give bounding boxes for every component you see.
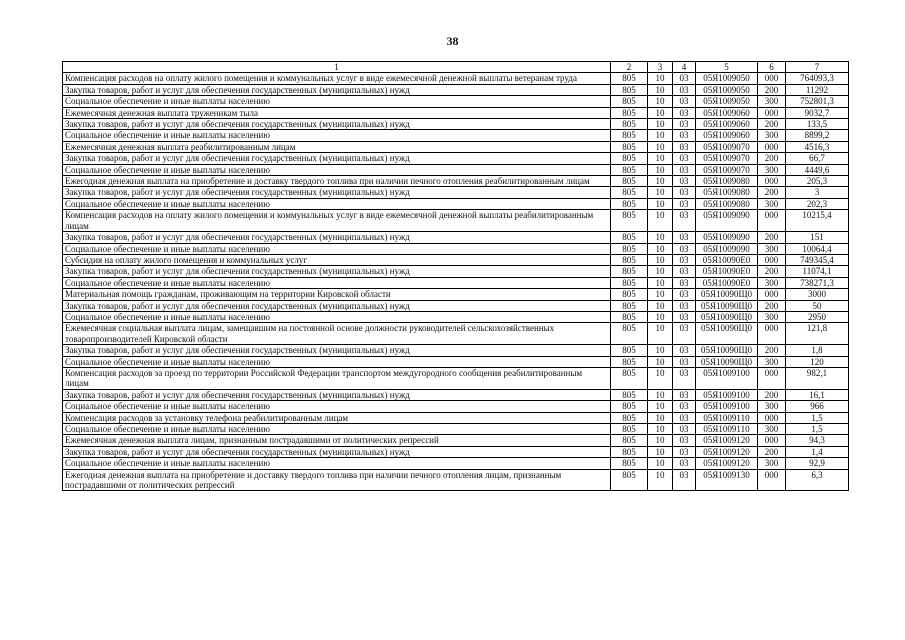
ministry-code-cell: 805 bbox=[611, 401, 648, 412]
table-row bbox=[63, 458, 849, 469]
expense-name-cell: Закупка товаров, работ и услуг для обеспечения государственных (муниципальных) нужд bbox=[63, 300, 611, 311]
expense-type-cell: 300 bbox=[758, 458, 786, 469]
subsection-code-cell: 03 bbox=[673, 412, 696, 423]
amount-cell: 9032,7 bbox=[786, 107, 849, 118]
expense-type-cell: 200 bbox=[758, 232, 786, 243]
subsection-code-cell: 03 bbox=[673, 187, 696, 198]
target-article-cell: 05Я10090Щ0 bbox=[696, 289, 758, 300]
subsection-code-cell: 03 bbox=[673, 446, 696, 457]
section-code-cell: 10 bbox=[648, 73, 673, 84]
section-code-cell: 10 bbox=[648, 345, 673, 356]
amount-cell: 764093,3 bbox=[786, 73, 849, 84]
expense-name-cell: Социальное обеспечение и иные выплаты населению bbox=[63, 243, 611, 254]
amount-cell: 3 bbox=[786, 187, 849, 198]
expense-name-cell: Закупка товаров, работ и услуг для обеспечения государственных (муниципальных) нужд bbox=[63, 187, 611, 198]
amount-cell: 11292 bbox=[786, 84, 849, 95]
target-article-cell: 05Я1009090 bbox=[696, 232, 758, 243]
table-row bbox=[63, 130, 849, 141]
subsection-code-cell: 03 bbox=[673, 300, 696, 311]
target-article-cell: 05Я1009060 bbox=[696, 130, 758, 141]
ministry-code-cell: 805 bbox=[611, 73, 648, 84]
target-article-cell: 05Я1009090 bbox=[696, 243, 758, 254]
table-row bbox=[63, 119, 849, 130]
ministry-code-cell: 805 bbox=[611, 130, 648, 141]
expense-name-cell: Закупка товаров, работ и услуг для обеспечения государственных (муниципальных) нужд bbox=[63, 119, 611, 130]
section-code-cell: 10 bbox=[648, 311, 673, 322]
table-row bbox=[63, 176, 849, 187]
subsection-code-cell: 03 bbox=[673, 356, 696, 367]
expense-name-cell: Компенсация расходов за установку телефона реабилитированным лицам bbox=[63, 412, 611, 423]
ministry-code-cell: 805 bbox=[611, 187, 648, 198]
subsection-code-cell: 03 bbox=[673, 198, 696, 209]
table-row bbox=[63, 243, 849, 254]
target-article-cell: 05Я1009080 bbox=[696, 198, 758, 209]
ministry-code-cell: 805 bbox=[611, 323, 648, 345]
expense-type-cell: 300 bbox=[758, 198, 786, 209]
table-row bbox=[63, 356, 849, 367]
target-article-cell: 05Я1009060 bbox=[696, 119, 758, 130]
subsection-code-cell: 03 bbox=[673, 289, 696, 300]
section-code-cell: 10 bbox=[648, 356, 673, 367]
expense-type-cell: 000 bbox=[758, 323, 786, 345]
subsection-code-cell: 03 bbox=[673, 164, 696, 175]
target-article-cell: 05Я1009050 bbox=[696, 96, 758, 107]
target-article-cell: 05Я1009110 bbox=[696, 412, 758, 423]
table-row bbox=[63, 323, 849, 345]
amount-cell: 133,5 bbox=[786, 119, 849, 130]
target-article-cell: 05Я1009100 bbox=[696, 401, 758, 412]
subsection-code-cell: 03 bbox=[673, 153, 696, 164]
expense-name-cell: Закупка товаров, работ и услуг для обеспечения государственных (муниципальных) нужд bbox=[63, 84, 611, 95]
target-article-cell: 05Я1009100 bbox=[696, 389, 758, 400]
ministry-code-cell: 805 bbox=[611, 412, 648, 423]
expense-type-cell: 200 bbox=[758, 266, 786, 277]
amount-cell: 202,3 bbox=[786, 198, 849, 209]
table-row bbox=[63, 300, 849, 311]
ministry-code-cell: 805 bbox=[611, 367, 648, 389]
expense-type-cell: 000 bbox=[758, 210, 786, 232]
header-cell-5: 5 bbox=[696, 62, 758, 73]
ministry-code-cell: 805 bbox=[611, 300, 648, 311]
section-code-cell: 10 bbox=[648, 412, 673, 423]
page-number: 38 bbox=[446, 34, 459, 48]
section-code-cell: 10 bbox=[648, 164, 673, 175]
expense-type-cell: 000 bbox=[758, 435, 786, 446]
subsection-code-cell: 03 bbox=[673, 73, 696, 84]
subsection-code-cell: 03 bbox=[673, 458, 696, 469]
expense-type-cell: 300 bbox=[758, 424, 786, 435]
expense-type-cell: 200 bbox=[758, 84, 786, 95]
table-row bbox=[63, 232, 849, 243]
expense-name-cell: Закупка товаров, работ и услуг для обеспечения государственных (муниципальных) нужд bbox=[63, 389, 611, 400]
expense-name-cell: Закупка товаров, работ и услуг для обеспечения государственных (муниципальных) нужд bbox=[63, 232, 611, 243]
section-code-cell: 10 bbox=[648, 187, 673, 198]
table-row bbox=[63, 266, 849, 277]
expense-type-cell: 200 bbox=[758, 153, 786, 164]
table-row bbox=[63, 469, 849, 491]
expense-name-cell: Социальное обеспечение и иные выплаты населению bbox=[63, 458, 611, 469]
subsection-code-cell: 03 bbox=[673, 389, 696, 400]
expense-name-cell: Материальная помощь гражданам, проживающим на территории Кировской области bbox=[63, 289, 611, 300]
amount-cell: 8899,2 bbox=[786, 130, 849, 141]
amount-cell: 50 bbox=[786, 300, 849, 311]
section-code-cell: 10 bbox=[648, 300, 673, 311]
expense-type-cell: 000 bbox=[758, 73, 786, 84]
table-row bbox=[63, 289, 849, 300]
target-article-cell: 05Я10090Щ0 bbox=[696, 300, 758, 311]
expense-name-cell: Социальное обеспечение и иные выплаты населению bbox=[63, 401, 611, 412]
target-article-cell: 05Я1009120 bbox=[696, 446, 758, 457]
amount-cell: 4449,6 bbox=[786, 164, 849, 175]
amount-cell: 3000 bbox=[786, 289, 849, 300]
subsection-code-cell: 03 bbox=[673, 367, 696, 389]
ministry-code-cell: 805 bbox=[611, 389, 648, 400]
table-row bbox=[63, 187, 849, 198]
expense-type-cell: 000 bbox=[758, 469, 786, 491]
target-article-cell: 05Я1009070 bbox=[696, 141, 758, 152]
section-code-cell: 10 bbox=[648, 84, 673, 95]
header-cell-6: 6 bbox=[758, 62, 786, 73]
subsection-code-cell: 03 bbox=[673, 141, 696, 152]
expense-name-cell: Ежемесячная денежная выплата труженикам тыла bbox=[63, 107, 611, 118]
amount-cell: 92,9 bbox=[786, 458, 849, 469]
ministry-code-cell: 805 bbox=[611, 96, 648, 107]
target-article-cell: 05Я1009110 bbox=[696, 424, 758, 435]
subsection-code-cell: 03 bbox=[673, 84, 696, 95]
section-code-cell: 10 bbox=[648, 232, 673, 243]
table-row bbox=[63, 401, 849, 412]
subsection-code-cell: 03 bbox=[673, 277, 696, 288]
section-code-cell: 10 bbox=[648, 198, 673, 209]
expense-type-cell: 300 bbox=[758, 243, 786, 254]
amount-cell: 1,5 bbox=[786, 412, 849, 423]
subsection-code-cell: 03 bbox=[673, 469, 696, 491]
expense-name-cell: Закупка товаров, работ и услуг для обеспечения государственных (муниципальных) нужд bbox=[63, 266, 611, 277]
table-row bbox=[63, 446, 849, 457]
section-code-cell: 10 bbox=[648, 289, 673, 300]
amount-cell: 151 bbox=[786, 232, 849, 243]
header-row bbox=[63, 62, 849, 73]
ministry-code-cell: 805 bbox=[611, 243, 648, 254]
ministry-code-cell: 805 bbox=[611, 266, 648, 277]
expense-name-cell: Социальное обеспечение и иные выплаты населению bbox=[63, 311, 611, 322]
amount-cell: 738271,3 bbox=[786, 277, 849, 288]
expense-name-cell: Субсидия на оплату жилого помещения и коммунальных услуг bbox=[63, 254, 611, 265]
section-code-cell: 10 bbox=[648, 243, 673, 254]
section-code-cell: 10 bbox=[648, 323, 673, 345]
header-cell-4: 4 bbox=[673, 62, 696, 73]
ministry-code-cell: 805 bbox=[611, 254, 648, 265]
target-article-cell: 05Я1009100 bbox=[696, 367, 758, 389]
amount-cell: 121,8 bbox=[786, 323, 849, 345]
ministry-code-cell: 805 bbox=[611, 277, 648, 288]
target-article-cell: 05Я10090Щ0 bbox=[696, 311, 758, 322]
target-article-cell: 05Я1009130 bbox=[696, 469, 758, 491]
amount-cell: 1,4 bbox=[786, 446, 849, 457]
subsection-code-cell: 03 bbox=[673, 345, 696, 356]
amount-cell: 2950 bbox=[786, 311, 849, 322]
expense-name-cell: Ежемесячная денежная выплата реабилитированным лицам bbox=[63, 141, 611, 152]
target-article-cell: 05Я1009080 bbox=[696, 176, 758, 187]
expense-type-cell: 000 bbox=[758, 412, 786, 423]
expense-type-cell: 300 bbox=[758, 277, 786, 288]
expense-name-cell: Социальное обеспечение и иные выплаты населению bbox=[63, 96, 611, 107]
amount-cell: 749345,4 bbox=[786, 254, 849, 265]
expense-name-cell: Социальное обеспечение и иные выплаты населению bbox=[63, 277, 611, 288]
table-row bbox=[63, 107, 849, 118]
amount-cell: 1,8 bbox=[786, 345, 849, 356]
ministry-code-cell: 805 bbox=[611, 119, 648, 130]
expense-name-cell: Ежемесячная денежная выплата лицам, признанным пострадавшими от политических репрессий bbox=[63, 435, 611, 446]
amount-cell: 966 bbox=[786, 401, 849, 412]
ministry-code-cell: 805 bbox=[611, 232, 648, 243]
table-row bbox=[63, 96, 849, 107]
table-row bbox=[63, 412, 849, 423]
expense-name-cell: Компенсация расходов на оплату жилого помещения и коммунальных услуг в виде ежемесячной денежной выплаты реабилитированным лицам bbox=[63, 210, 611, 232]
amount-cell: 66,7 bbox=[786, 153, 849, 164]
table-row bbox=[63, 153, 849, 164]
header-cell-2: 2 bbox=[611, 62, 648, 73]
ministry-code-cell: 805 bbox=[611, 356, 648, 367]
ministry-code-cell: 805 bbox=[611, 458, 648, 469]
amount-cell: 205,3 bbox=[786, 176, 849, 187]
section-code-cell: 10 bbox=[648, 266, 673, 277]
expense-type-cell: 200 bbox=[758, 300, 786, 311]
expense-name-cell: Закупка товаров, работ и услуг для обеспечения государственных (муниципальных) нужд bbox=[63, 446, 611, 457]
subsection-code-cell: 03 bbox=[673, 323, 696, 345]
expense-type-cell: 200 bbox=[758, 389, 786, 400]
section-code-cell: 10 bbox=[648, 446, 673, 457]
table-row bbox=[63, 254, 849, 265]
section-code-cell: 10 bbox=[648, 401, 673, 412]
budget-table bbox=[62, 61, 849, 491]
expense-name-cell: Компенсация расходов на оплату жилого помещения и коммунальных услуг в виде ежемесячной денежной выплаты ветеранам труда bbox=[63, 73, 611, 84]
target-article-cell: 05Я10090Щ0 bbox=[696, 323, 758, 345]
table-row bbox=[63, 141, 849, 152]
subsection-code-cell: 03 bbox=[673, 176, 696, 187]
table-row bbox=[63, 389, 849, 400]
section-code-cell: 10 bbox=[648, 96, 673, 107]
expense-type-cell: 300 bbox=[758, 356, 786, 367]
expense-type-cell: 000 bbox=[758, 289, 786, 300]
section-code-cell: 10 bbox=[648, 424, 673, 435]
expense-name-cell: Социальное обеспечение и иные выплаты населению bbox=[63, 356, 611, 367]
table-row bbox=[63, 367, 849, 389]
subsection-code-cell: 03 bbox=[673, 243, 696, 254]
section-code-cell: 10 bbox=[648, 277, 673, 288]
target-article-cell: 05Я1009050 bbox=[696, 84, 758, 95]
expense-name-cell: Социальное обеспечение и иные выплаты населению bbox=[63, 424, 611, 435]
subsection-code-cell: 03 bbox=[673, 254, 696, 265]
ministry-code-cell: 805 bbox=[611, 424, 648, 435]
ministry-code-cell: 805 bbox=[611, 198, 648, 209]
subsection-code-cell: 03 bbox=[673, 232, 696, 243]
amount-cell: 10215,4 bbox=[786, 210, 849, 232]
amount-cell: 6,3 bbox=[786, 469, 849, 491]
target-article-cell: 05Я1009050 bbox=[696, 73, 758, 84]
table-row bbox=[63, 435, 849, 446]
header-cell-1: 1 bbox=[63, 62, 611, 73]
amount-cell: 982,1 bbox=[786, 367, 849, 389]
header-cell-7: 7 bbox=[786, 62, 849, 73]
expense-name-cell: Социальное обеспечение и иные выплаты населению bbox=[63, 198, 611, 209]
expense-type-cell: 000 bbox=[758, 107, 786, 118]
expense-type-cell: 000 bbox=[758, 176, 786, 187]
expense-type-cell: 000 bbox=[758, 141, 786, 152]
target-article-cell: 05Я1009080 bbox=[696, 187, 758, 198]
ministry-code-cell: 805 bbox=[611, 107, 648, 118]
amount-cell: 1,5 bbox=[786, 424, 849, 435]
expense-type-cell: 000 bbox=[758, 367, 786, 389]
target-article-cell: 05Я1009120 bbox=[696, 435, 758, 446]
expense-type-cell: 300 bbox=[758, 311, 786, 322]
amount-cell: 11074,1 bbox=[786, 266, 849, 277]
target-article-cell: 05Я1009120 bbox=[696, 458, 758, 469]
target-article-cell: 05Я10090Щ0 bbox=[696, 345, 758, 356]
expense-type-cell: 200 bbox=[758, 345, 786, 356]
ministry-code-cell: 805 bbox=[611, 84, 648, 95]
amount-cell: 94,3 bbox=[786, 435, 849, 446]
amount-cell: 752801,3 bbox=[786, 96, 849, 107]
table-row bbox=[63, 277, 849, 288]
subsection-code-cell: 03 bbox=[673, 119, 696, 130]
table-row bbox=[63, 311, 849, 322]
table-header bbox=[63, 62, 849, 73]
section-code-cell: 10 bbox=[648, 435, 673, 446]
amount-cell: 16,1 bbox=[786, 389, 849, 400]
subsection-code-cell: 03 bbox=[673, 266, 696, 277]
section-code-cell: 10 bbox=[648, 107, 673, 118]
table-row bbox=[63, 84, 849, 95]
expense-type-cell: 000 bbox=[758, 254, 786, 265]
section-code-cell: 10 bbox=[648, 458, 673, 469]
target-article-cell: 05Я10090Е0 bbox=[696, 277, 758, 288]
ministry-code-cell: 805 bbox=[611, 153, 648, 164]
expense-type-cell: 200 bbox=[758, 446, 786, 457]
section-code-cell: 10 bbox=[648, 367, 673, 389]
section-code-cell: 10 bbox=[648, 254, 673, 265]
section-code-cell: 10 bbox=[648, 141, 673, 152]
header-cell-3: 3 bbox=[648, 62, 673, 73]
table-row bbox=[63, 210, 849, 232]
ministry-code-cell: 805 bbox=[611, 435, 648, 446]
section-code-cell: 10 bbox=[648, 389, 673, 400]
amount-cell: 10064,4 bbox=[786, 243, 849, 254]
section-code-cell: 10 bbox=[648, 119, 673, 130]
target-article-cell: 05Я1009060 bbox=[696, 107, 758, 118]
subsection-code-cell: 03 bbox=[673, 424, 696, 435]
ministry-code-cell: 805 bbox=[611, 141, 648, 152]
subsection-code-cell: 03 bbox=[673, 130, 696, 141]
subsection-code-cell: 03 bbox=[673, 210, 696, 232]
table-row bbox=[63, 345, 849, 356]
expense-type-cell: 300 bbox=[758, 130, 786, 141]
expense-name-cell: Ежемесячная социальная выплата лицам, замещавшим на постоянной основе должности руководителей сельскохозяйственных товаропроизводителей Кировской области bbox=[63, 323, 611, 345]
subsection-code-cell: 03 bbox=[673, 435, 696, 446]
subsection-code-cell: 03 bbox=[673, 311, 696, 322]
expense-name-cell: Компенсация расходов за проезд по территории Российской Федерации транспортом междугородного сообщения реабилитированным лицам bbox=[63, 367, 611, 389]
table-row bbox=[63, 73, 849, 84]
subsection-code-cell: 03 bbox=[673, 96, 696, 107]
expense-name-cell: Социальное обеспечение и иные выплаты населению bbox=[63, 164, 611, 175]
section-code-cell: 10 bbox=[648, 130, 673, 141]
ministry-code-cell: 805 bbox=[611, 164, 648, 175]
expense-type-cell: 200 bbox=[758, 187, 786, 198]
table-row bbox=[63, 198, 849, 209]
target-article-cell: 05Я10090Е0 bbox=[696, 266, 758, 277]
subsection-code-cell: 03 bbox=[673, 107, 696, 118]
expense-type-cell: 300 bbox=[758, 164, 786, 175]
table-body bbox=[63, 73, 849, 491]
expense-name-cell: Закупка товаров, работ и услуг для обеспечения государственных (муниципальных) нужд bbox=[63, 153, 611, 164]
subsection-code-cell: 03 bbox=[673, 401, 696, 412]
expense-name-cell: Закупка товаров, работ и услуг для обеспечения государственных (муниципальных) нужд bbox=[63, 345, 611, 356]
ministry-code-cell: 805 bbox=[611, 210, 648, 232]
ministry-code-cell: 805 bbox=[611, 446, 648, 457]
table-row bbox=[63, 424, 849, 435]
expense-type-cell: 300 bbox=[758, 401, 786, 412]
ministry-code-cell: 805 bbox=[611, 311, 648, 322]
section-code-cell: 10 bbox=[648, 469, 673, 491]
expense-type-cell: 300 bbox=[758, 96, 786, 107]
table-row bbox=[63, 164, 849, 175]
target-article-cell: 05Я10090Щ0 bbox=[696, 356, 758, 367]
ministry-code-cell: 805 bbox=[611, 176, 648, 187]
target-article-cell: 05Я1009090 bbox=[696, 210, 758, 232]
ministry-code-cell: 805 bbox=[611, 469, 648, 491]
expense-name-cell: Социальное обеспечение и иные выплаты населению bbox=[63, 130, 611, 141]
target-article-cell: 05Я1009070 bbox=[696, 153, 758, 164]
section-code-cell: 10 bbox=[648, 153, 673, 164]
expense-type-cell: 200 bbox=[758, 119, 786, 130]
section-code-cell: 10 bbox=[648, 176, 673, 187]
expense-name-cell: Ежегодная денежная выплата на приобретение и доставку твердого топлива при наличии печного отопления реабилитированным лицам bbox=[63, 176, 611, 187]
target-article-cell: 05Я1009070 bbox=[696, 164, 758, 175]
section-code-cell: 10 bbox=[648, 210, 673, 232]
ministry-code-cell: 805 bbox=[611, 289, 648, 300]
amount-cell: 4516,3 bbox=[786, 141, 849, 152]
ministry-code-cell: 805 bbox=[611, 345, 648, 356]
amount-cell: 120 bbox=[786, 356, 849, 367]
target-article-cell: 05Я10090Е0 bbox=[696, 254, 758, 265]
expense-name-cell: Ежегодная денежная выплата на приобретение и доставку твердого топлива при наличии печного отопления лицам, признанным пострадавшими от политических репрессий bbox=[63, 469, 611, 491]
